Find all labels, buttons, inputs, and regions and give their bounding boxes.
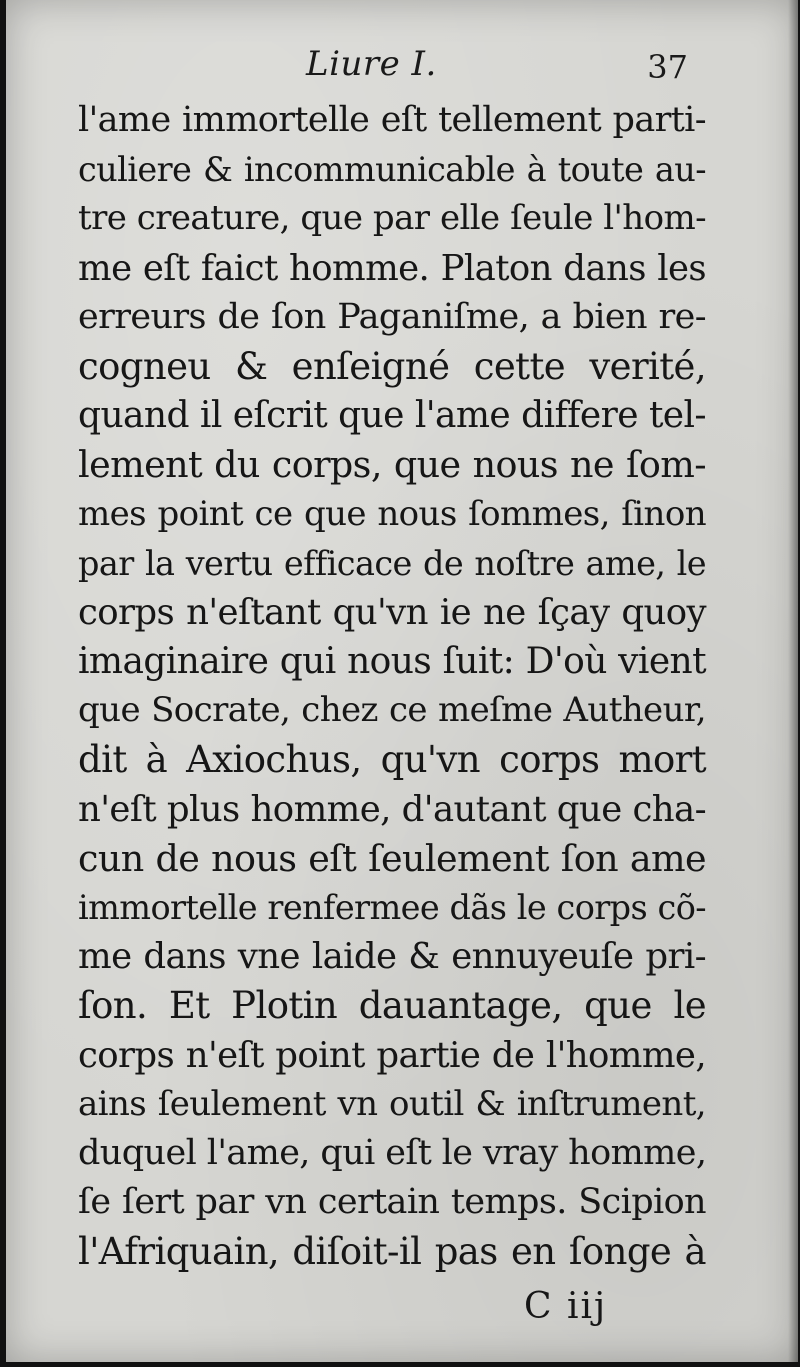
text-line-21: ains ſeulement vn outil & inſtrument, xyxy=(78,1083,706,1124)
body-text xyxy=(78,96,706,1277)
signature-mark: C iij xyxy=(524,1286,608,1327)
text-line-15: n'eſt plus homme, d'autant que cha- xyxy=(78,788,706,830)
text-line-8: lement du corps, que nous ne ſom- xyxy=(78,443,706,487)
page-edge-shadow xyxy=(788,0,798,1362)
running-title: Liure I. xyxy=(306,44,437,84)
page-number: 37 xyxy=(647,48,688,86)
text-line-11: corps n'eſtant qu'vn ie ne ſçay quoy xyxy=(78,591,706,633)
text-line-18: me dans vne laide & ennuyeuſe pri- xyxy=(78,936,706,978)
text-line-2: culiere & incommunicable à toute au- xyxy=(78,150,706,190)
text-line-24: l'Afriquain, diſoit-il pas en ſonge à xyxy=(78,1230,706,1274)
text-line-14: dit à Axiochus, qu'vn corps mort xyxy=(78,738,706,782)
text-line-10: par la vertu efficace de noſtre ame, le xyxy=(78,543,706,583)
text-line-3: tre creature, que par elle ſeule l'hom- xyxy=(78,198,706,239)
text-line-1: l'ame immortelle eſt tellement parti- xyxy=(78,100,706,140)
text-line-9: mes point ce que nous ſommes, ſinon xyxy=(78,493,706,534)
running-head xyxy=(6,44,798,94)
text-line-12: imaginaire qui nous ſuit: D'où vient xyxy=(78,641,706,683)
text-line-20: corps n'eſt point partie de l'homme, xyxy=(78,1034,706,1076)
text-line-4: me eſt faict homme. Platon dans les xyxy=(78,247,706,289)
text-line-23: ſe ſert par vn certain temps. Scipion xyxy=(78,1182,706,1223)
text-line-13: que Socrate, chez ce meſme Autheur, xyxy=(78,690,706,731)
book-page xyxy=(6,0,798,1362)
text-line-16: cun de nous eſt ſeulement ſon ame xyxy=(78,836,706,880)
text-line-7: quand il eſcrit que l'ame differe tel- xyxy=(78,395,706,437)
text-line-19: ſon. Et Plotin dauantage, que le xyxy=(78,984,706,1028)
text-line-17: immortelle renfermee dãs le corps cõ- xyxy=(78,888,706,927)
text-line-22: duquel l'ame, qui eſt le vray homme, xyxy=(78,1132,707,1173)
text-line-5: erreurs de ſon Paganiſme, a bien re- xyxy=(78,296,706,337)
text-line-6: cogneu & enſeigné cette verité, xyxy=(78,344,706,388)
